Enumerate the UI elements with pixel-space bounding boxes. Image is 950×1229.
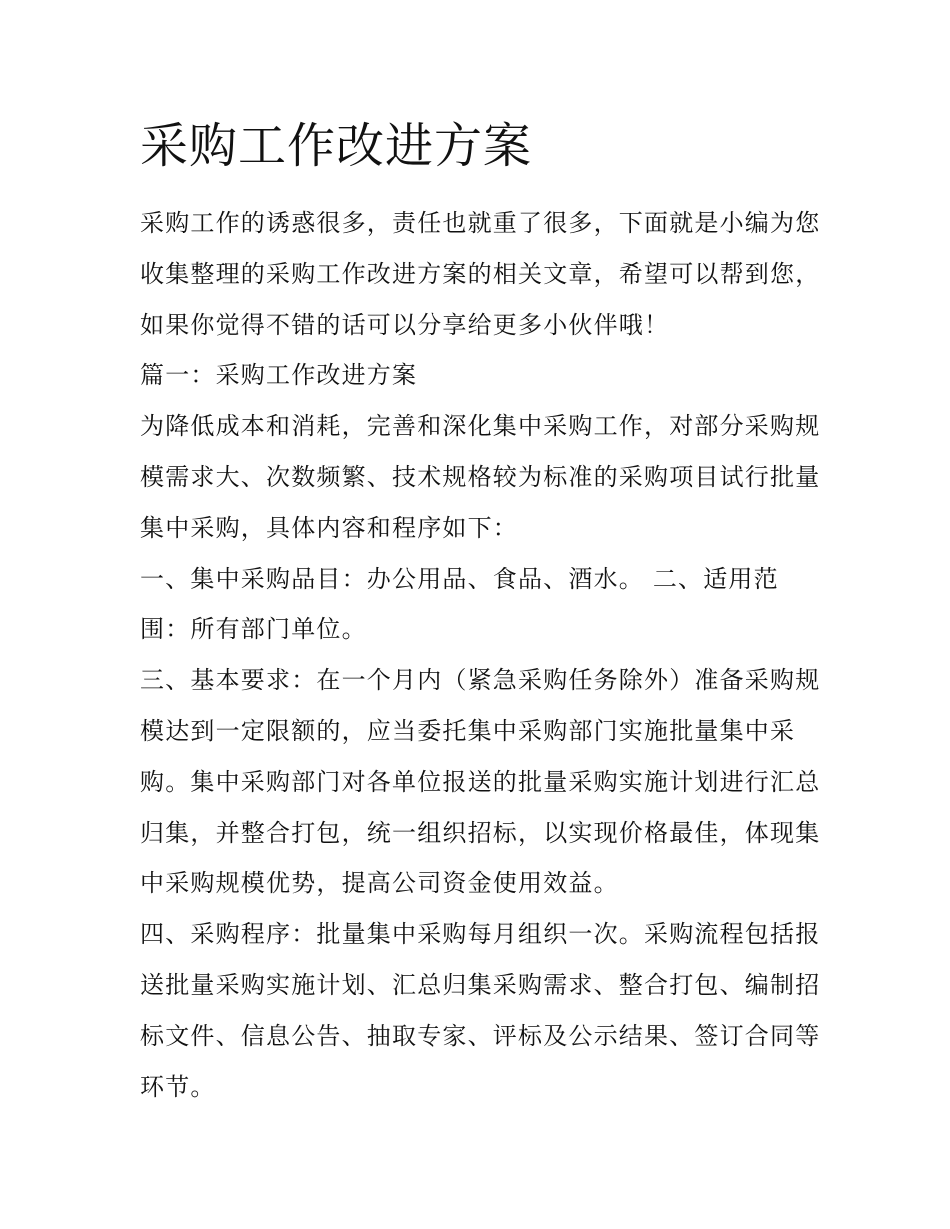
text-line: 标文件、信息公告、抽取专家、评标及公示结果、签订合同等 [140,1021,821,1050]
text-line: 购。集中采购部门对各单位报送的批量采购实施计划进行汇总 [140,767,821,796]
text-line: 模需求大、次数频繁、技术规格较为标准的采购项目试行批量 [140,462,821,491]
text-line: 模达到一定限额的，应当委托集中采购部门实施批量集中采 [140,716,796,745]
text-line: 一、集中采购品目：办公用品、食品、酒水。 二、适用范 [140,564,779,593]
document-title: 采购工作改进方案 [140,118,533,174]
text-line: 篇一：采购工作改进方案 [140,361,418,390]
paragraph-requirements [140,655,820,909]
text-line: 如果你觉得不错的话可以分享给更多小伙伴哦！ [140,310,670,339]
text-line: 收集整理的采购工作改进方案的相关文章，希望可以帮到您， [140,259,821,288]
text-line: 环节。 [140,1072,216,1101]
paragraph-procedure [140,909,820,1112]
text-line: 围：所有部门单位。 [140,615,367,644]
section-heading [140,350,820,401]
paragraph-intro [140,198,820,350]
text-line: 四、采购程序：批量集中采购每月组织一次。采购流程包括报 [140,920,821,949]
text-line: 为降低成本和消耗，完善和深化集中采购工作，对部分采购规 [140,412,821,441]
text-line: 采购工作的诱惑很多，责任也就重了很多，下面就是小编为您 [140,209,821,237]
text-line: 集中采购，具体内容和程序如下： [140,513,518,542]
paragraph-purpose [140,401,820,553]
document-page [140,112,820,1112]
paragraph-items-scope [140,554,820,656]
text-line: 归集，并整合打包，统一组织招标，以实现价格最佳，体现集 [140,818,821,847]
text-line: 送批量采购实施计划、汇总归集采购需求、整合打包、编制招 [140,970,821,999]
text-line: 中采购规模优势，提高公司资金使用效益。 [140,869,619,898]
text-line: 三、基本要求：在一个月内（紧急采购任务除外）准备采购规 [140,666,821,695]
